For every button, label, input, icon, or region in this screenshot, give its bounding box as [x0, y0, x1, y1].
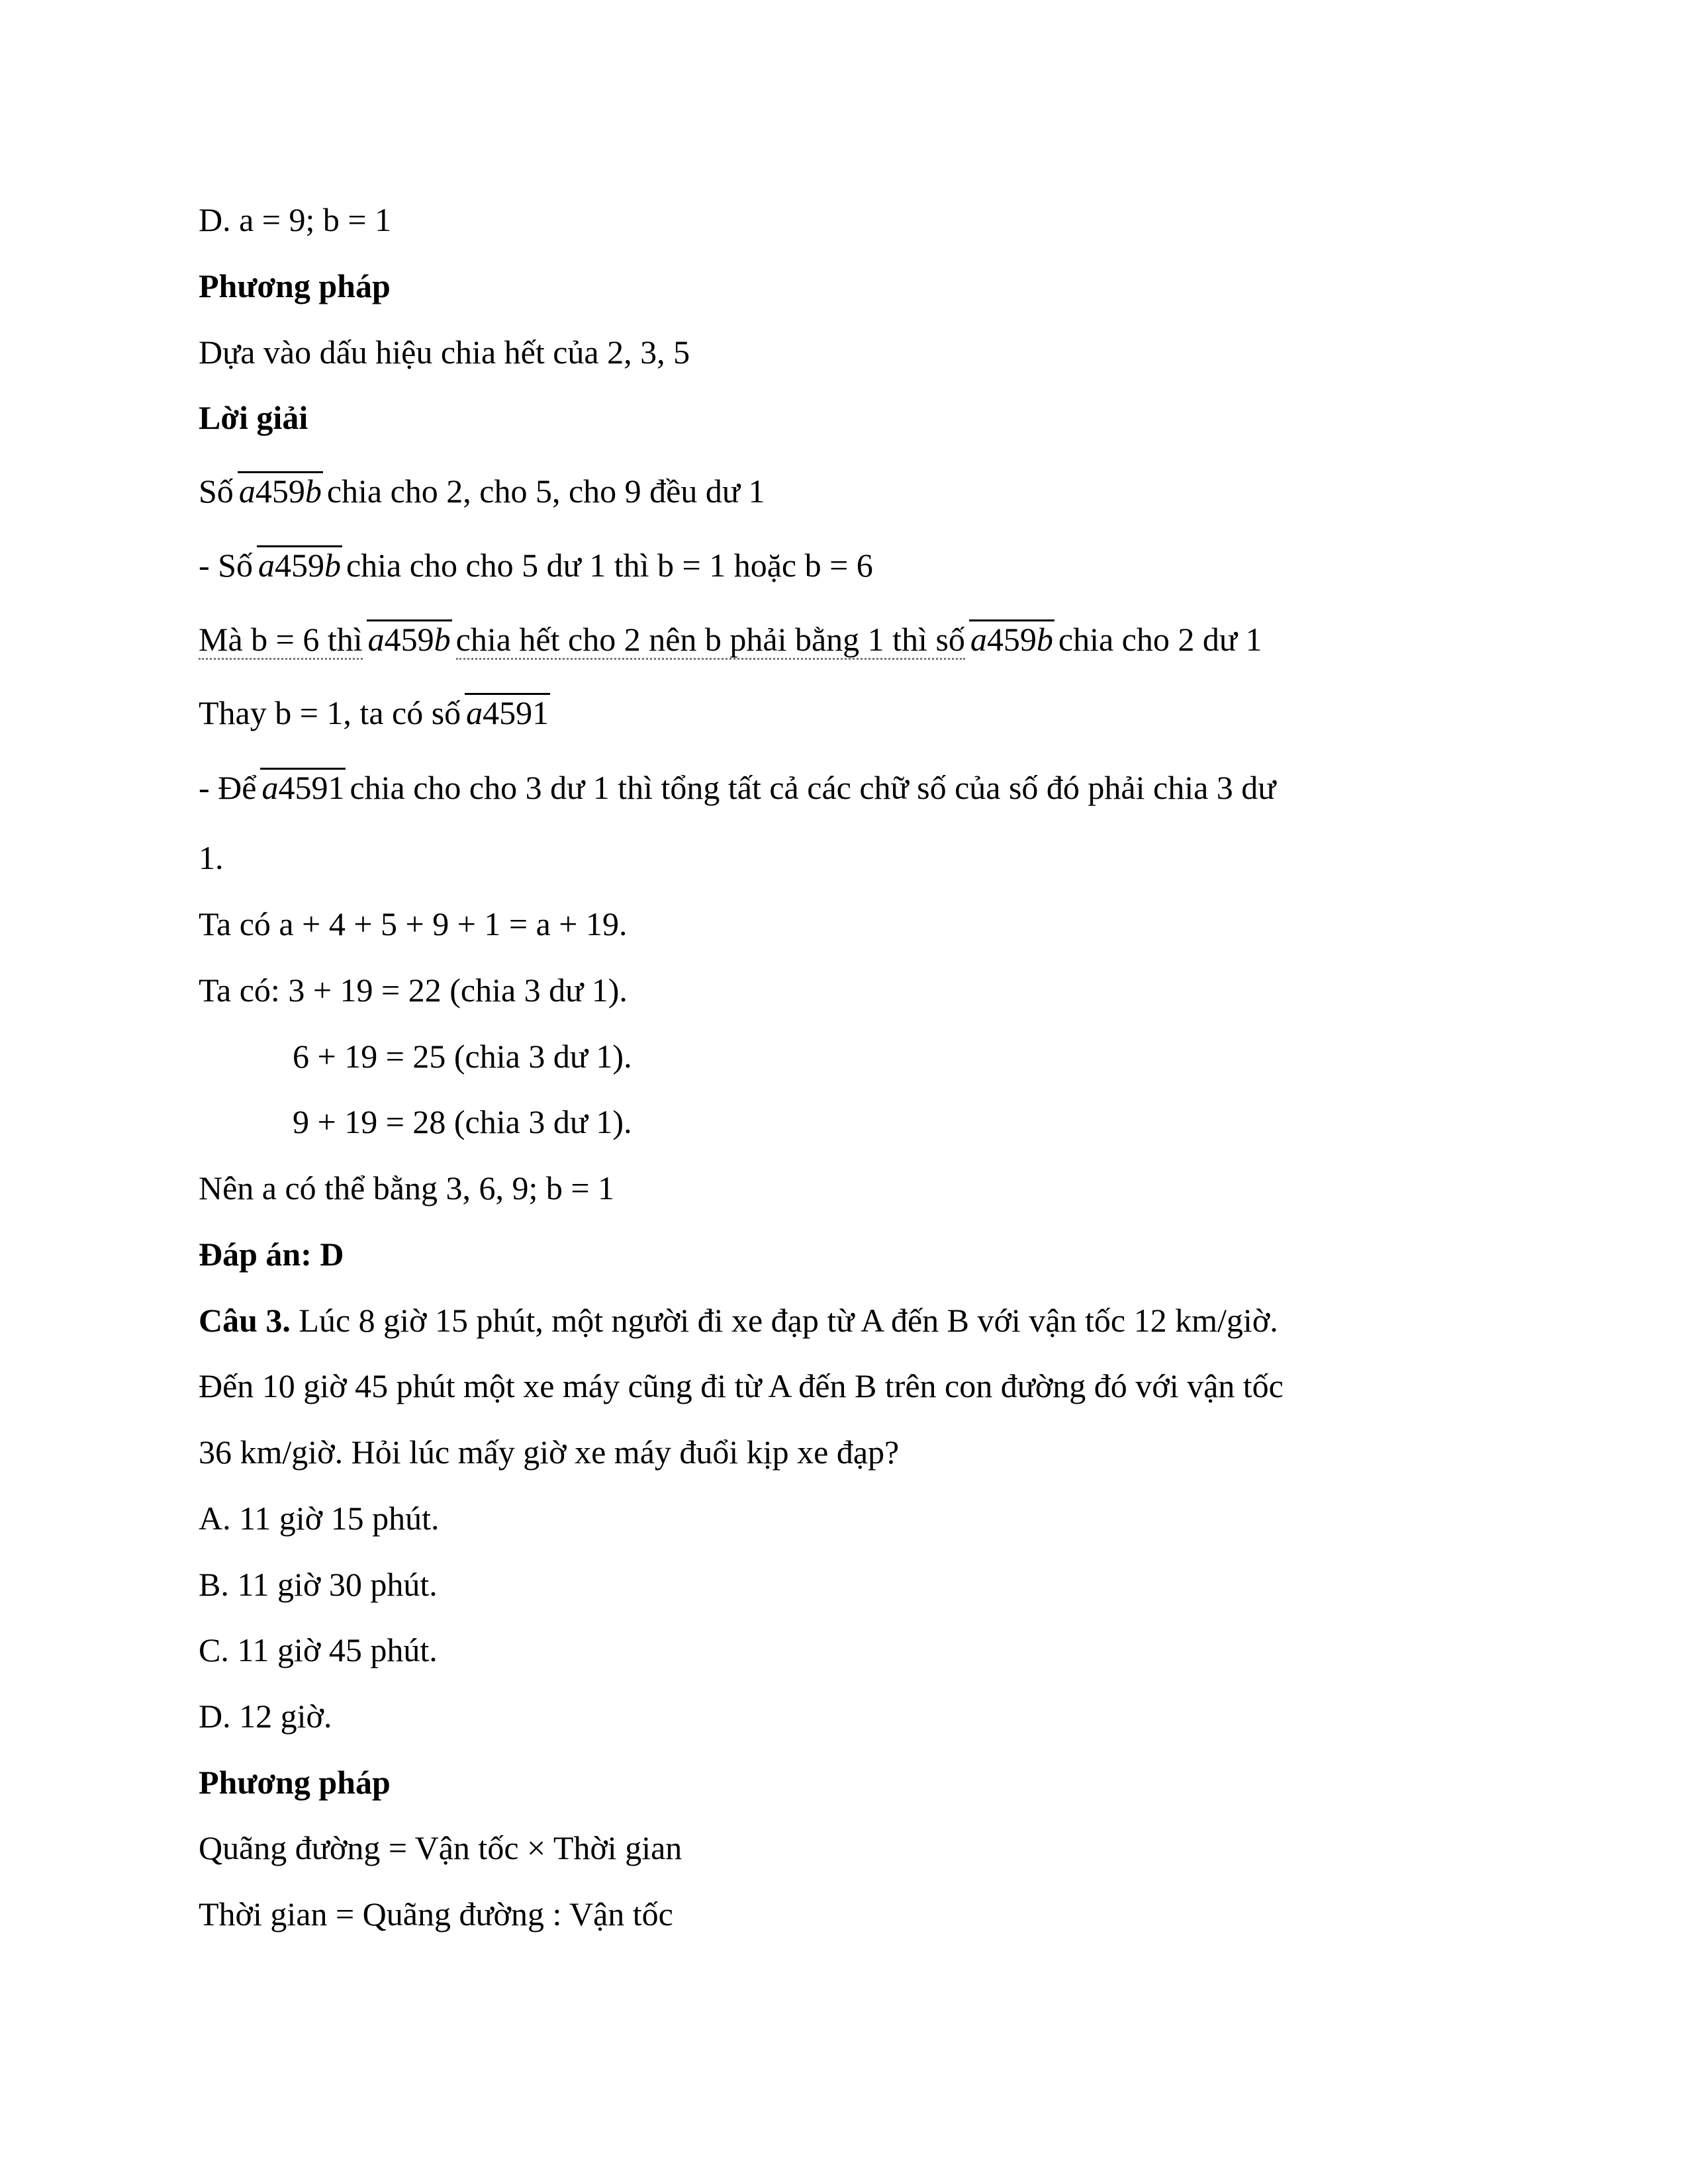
- text: Thay b = 1, ta có số: [199, 694, 461, 731]
- heading-loi-giai: Lời giải: [199, 399, 308, 436]
- method-text-1: Dựa vào dấu hiệu chia hết của 2, 3, 5: [199, 334, 690, 371]
- overlined-number: a459b: [367, 621, 451, 658]
- heading-phuong-phap-1: Phương pháp: [199, 267, 391, 304]
- overlined-number: a4591: [466, 694, 549, 731]
- solution-line-8: Ta có: 3 + 19 = 22 (chia 3 dư 1).: [199, 972, 628, 1009]
- option-d: D. 12 giờ.: [199, 1698, 332, 1735]
- overlined-number: a459b: [258, 547, 341, 584]
- text: chia cho cho 3 dư 1 thì tổng tất cả các chữ số của số đó phải chia 3 dư: [350, 769, 1276, 806]
- text: Lúc 8 giờ 15 phút, một người đi xe đạp từ A đến B với vận tốc 12 km/giờ.: [290, 1302, 1278, 1339]
- text: chia cho 2, cho 5, cho 9 đều dư 1: [326, 473, 765, 510]
- text: Số: [199, 473, 234, 510]
- overlined-number: a459b: [970, 621, 1053, 658]
- text: chia cho 2 dư 1: [1058, 621, 1262, 658]
- text: Mà b = 6 thì: [199, 621, 363, 660]
- solution-line-6: 1.: [199, 839, 224, 876]
- solution-line-4: [199, 693, 554, 733]
- answer-option-d-prev: D. a = 9; b = 1: [199, 201, 392, 238]
- solution-line-5: [199, 768, 1276, 807]
- solution-line-3: [199, 619, 1262, 659]
- overlined-number: a4591: [261, 769, 345, 806]
- formula-2: Thời gian = Quãng đường : Vận tốc: [199, 1895, 673, 1933]
- solution-line-9: 6 + 19 = 25 (chia 3 dư 1).: [293, 1038, 632, 1075]
- question-3-line-2: Đến 10 giờ 45 phút một xe máy cũng đi từ A đến B trên con đường đó với vận tốc: [199, 1367, 1284, 1404]
- option-a: A. 11 giờ 15 phút.: [199, 1500, 440, 1537]
- question-3-line-1: [199, 1300, 1278, 1340]
- solution-line-10: 9 + 19 = 28 (chia 3 dư 1).: [293, 1103, 632, 1140]
- overlined-number: a459b: [238, 473, 322, 510]
- formula-1: Quãng đường = Vận tốc × Thời gian: [199, 1829, 682, 1866]
- text: - Số: [199, 547, 253, 584]
- question-3-line-3: 36 km/giờ. Hỏi lúc mấy giờ xe máy đuổi kịp xe đạp?: [199, 1433, 900, 1471]
- solution-line-1: [199, 471, 765, 511]
- answer-heading: Đáp án: D: [199, 1236, 344, 1273]
- solution-line-11: Nên a có thể bằng 3, 6, 9; b = 1: [199, 1169, 615, 1206]
- solution-line-7: Ta có a + 4 + 5 + 9 + 1 = a + 19.: [199, 905, 628, 942]
- text: chia cho cho 5 dư 1 thì b = 1 hoặc b = 6: [346, 547, 873, 584]
- text: - Để: [199, 769, 257, 806]
- question-label: Câu 3.: [199, 1302, 291, 1339]
- option-c: C. 11 giờ 45 phút.: [199, 1631, 438, 1668]
- text: chia hết cho 2 nên b phải bằng 1 thì số: [456, 621, 965, 660]
- option-b: B. 11 giờ 30 phút.: [199, 1566, 438, 1603]
- solution-line-2: [199, 545, 873, 585]
- heading-phuong-phap-2: Phương pháp: [199, 1764, 391, 1801]
